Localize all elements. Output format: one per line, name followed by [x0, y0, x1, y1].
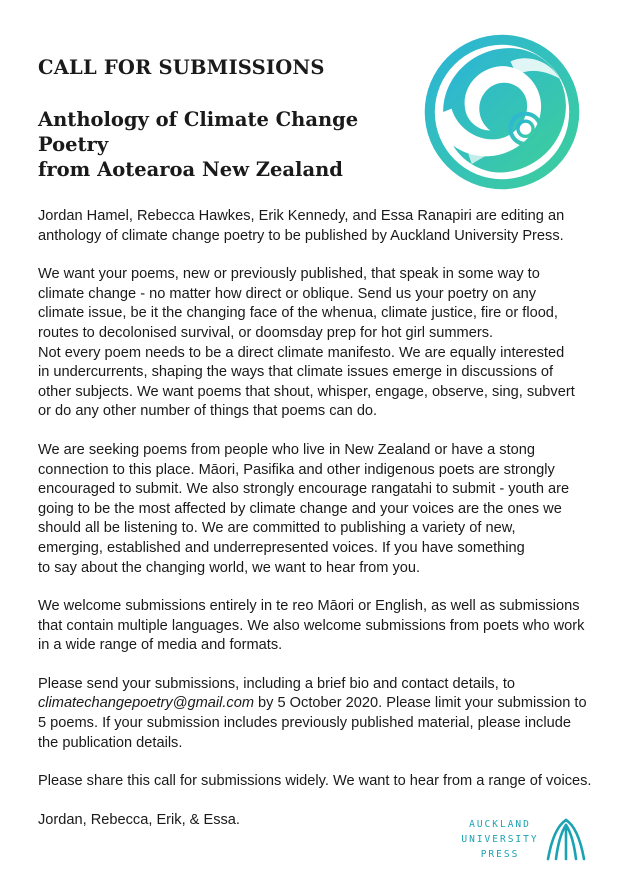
- text-line: Not every poem needs to be a direct climate manifesto. We are equally interested: [38, 344, 565, 361]
- press-wordmark: [460, 817, 540, 862]
- intro-paragraph: [38, 207, 598, 246]
- text-line: connection to this place. Māori, Pasifika and other indigenous poets are strongly: [38, 461, 555, 478]
- how-to-submit-paragraph: [38, 675, 598, 753]
- text-line: in undercurrents, shaping the ways that climate issues emerge in discussions of: [38, 364, 554, 381]
- text-line: that contain multiple languages. We also welcome submissions from poets who work: [38, 617, 585, 634]
- text-line: We are seeking poems from people who live in New Zealand or have a stong: [38, 441, 535, 458]
- seeking-poets-paragraph: [38, 441, 598, 578]
- subtitle-line-2: from Aotearoa New Zealand: [38, 158, 343, 181]
- text-line: Please send your submissions, including a brief bio and contact details, to: [38, 675, 516, 692]
- languages-paragraph: [38, 597, 598, 656]
- text-line: going to be the most affected by climate change and your voices are the ones we: [38, 500, 562, 517]
- poems-wanted-paragraph: [38, 265, 598, 422]
- text-line: Jordan, Rebecca, Erik, & Essa.: [38, 811, 240, 828]
- text-line: in a wide range of media and formats.: [38, 637, 283, 654]
- text-line: encouraged to submit. We also strongly encourage rangatahi to submit - youth are: [38, 481, 570, 498]
- text-line: emerging, established and underrepresented voices. If you have something: [38, 539, 525, 556]
- text-line: climate change - no matter how direct or oblique. Send us your poetry on any: [38, 285, 537, 302]
- subtitle-line-1: Anthology of Climate Change Poetry: [38, 108, 359, 156]
- deadline-text: by 5 October 2020. Please limit your submission to: [253, 695, 587, 712]
- text-line: routes to decolonised survival, or doomsday prep for hot girl summers.: [38, 324, 494, 341]
- text-line: should all be listening to. We are committed to publishing a variety of new,: [38, 520, 516, 537]
- anthology-subtitle: [38, 107, 418, 182]
- wave-circle-emblem-icon: [418, 28, 586, 196]
- press-line-1: AUCKLAND: [469, 819, 531, 830]
- text-line: Jordan Hamel, Rebecca Hawkes, Erik Kennedy, and Essa Ranapiri are editing an: [38, 208, 565, 224]
- share-paragraph: [38, 772, 598, 792]
- press-line-3: PRESS: [480, 849, 520, 860]
- submission-email-link[interactable]: climatechangepoetry@gmail.com: [38, 695, 254, 712]
- text-line: We welcome submissions entirely in te reo Māori or English, as well as submissions: [38, 598, 580, 615]
- body-text: [38, 207, 598, 849]
- page-title: CALL FOR SUBMISSIONS: [38, 56, 325, 79]
- text-line: anthology of climate change poetry to be published by Auckland University Press.: [38, 227, 564, 244]
- auckland-university-press-logo: [460, 817, 600, 861]
- text-line: other subjects. We want poems that shout, whisper, engage, observe, sing, subvert: [38, 383, 575, 400]
- press-arch-icon: [544, 817, 588, 861]
- text-line: Please share this call for submissions widely. We want to hear from a range of voices.: [38, 773, 592, 790]
- text-line: or do any other number of things that poems can do.: [38, 403, 378, 420]
- press-line-2: UNIVERSITY: [461, 834, 539, 845]
- text-line: the publication details.: [38, 734, 183, 751]
- text-line: We want your poems, new or previously published, that speak in some way to: [38, 266, 540, 283]
- text-line: [38, 694, 598, 714]
- text-line: to say about the changing world, we want to hear from you.: [38, 559, 421, 576]
- text-line: climate issue, be it the changing face of the whenua, climate justice, fire or flood,: [38, 305, 558, 322]
- text-line: 5 poems. If your submission includes previously published material, please include: [38, 715, 571, 732]
